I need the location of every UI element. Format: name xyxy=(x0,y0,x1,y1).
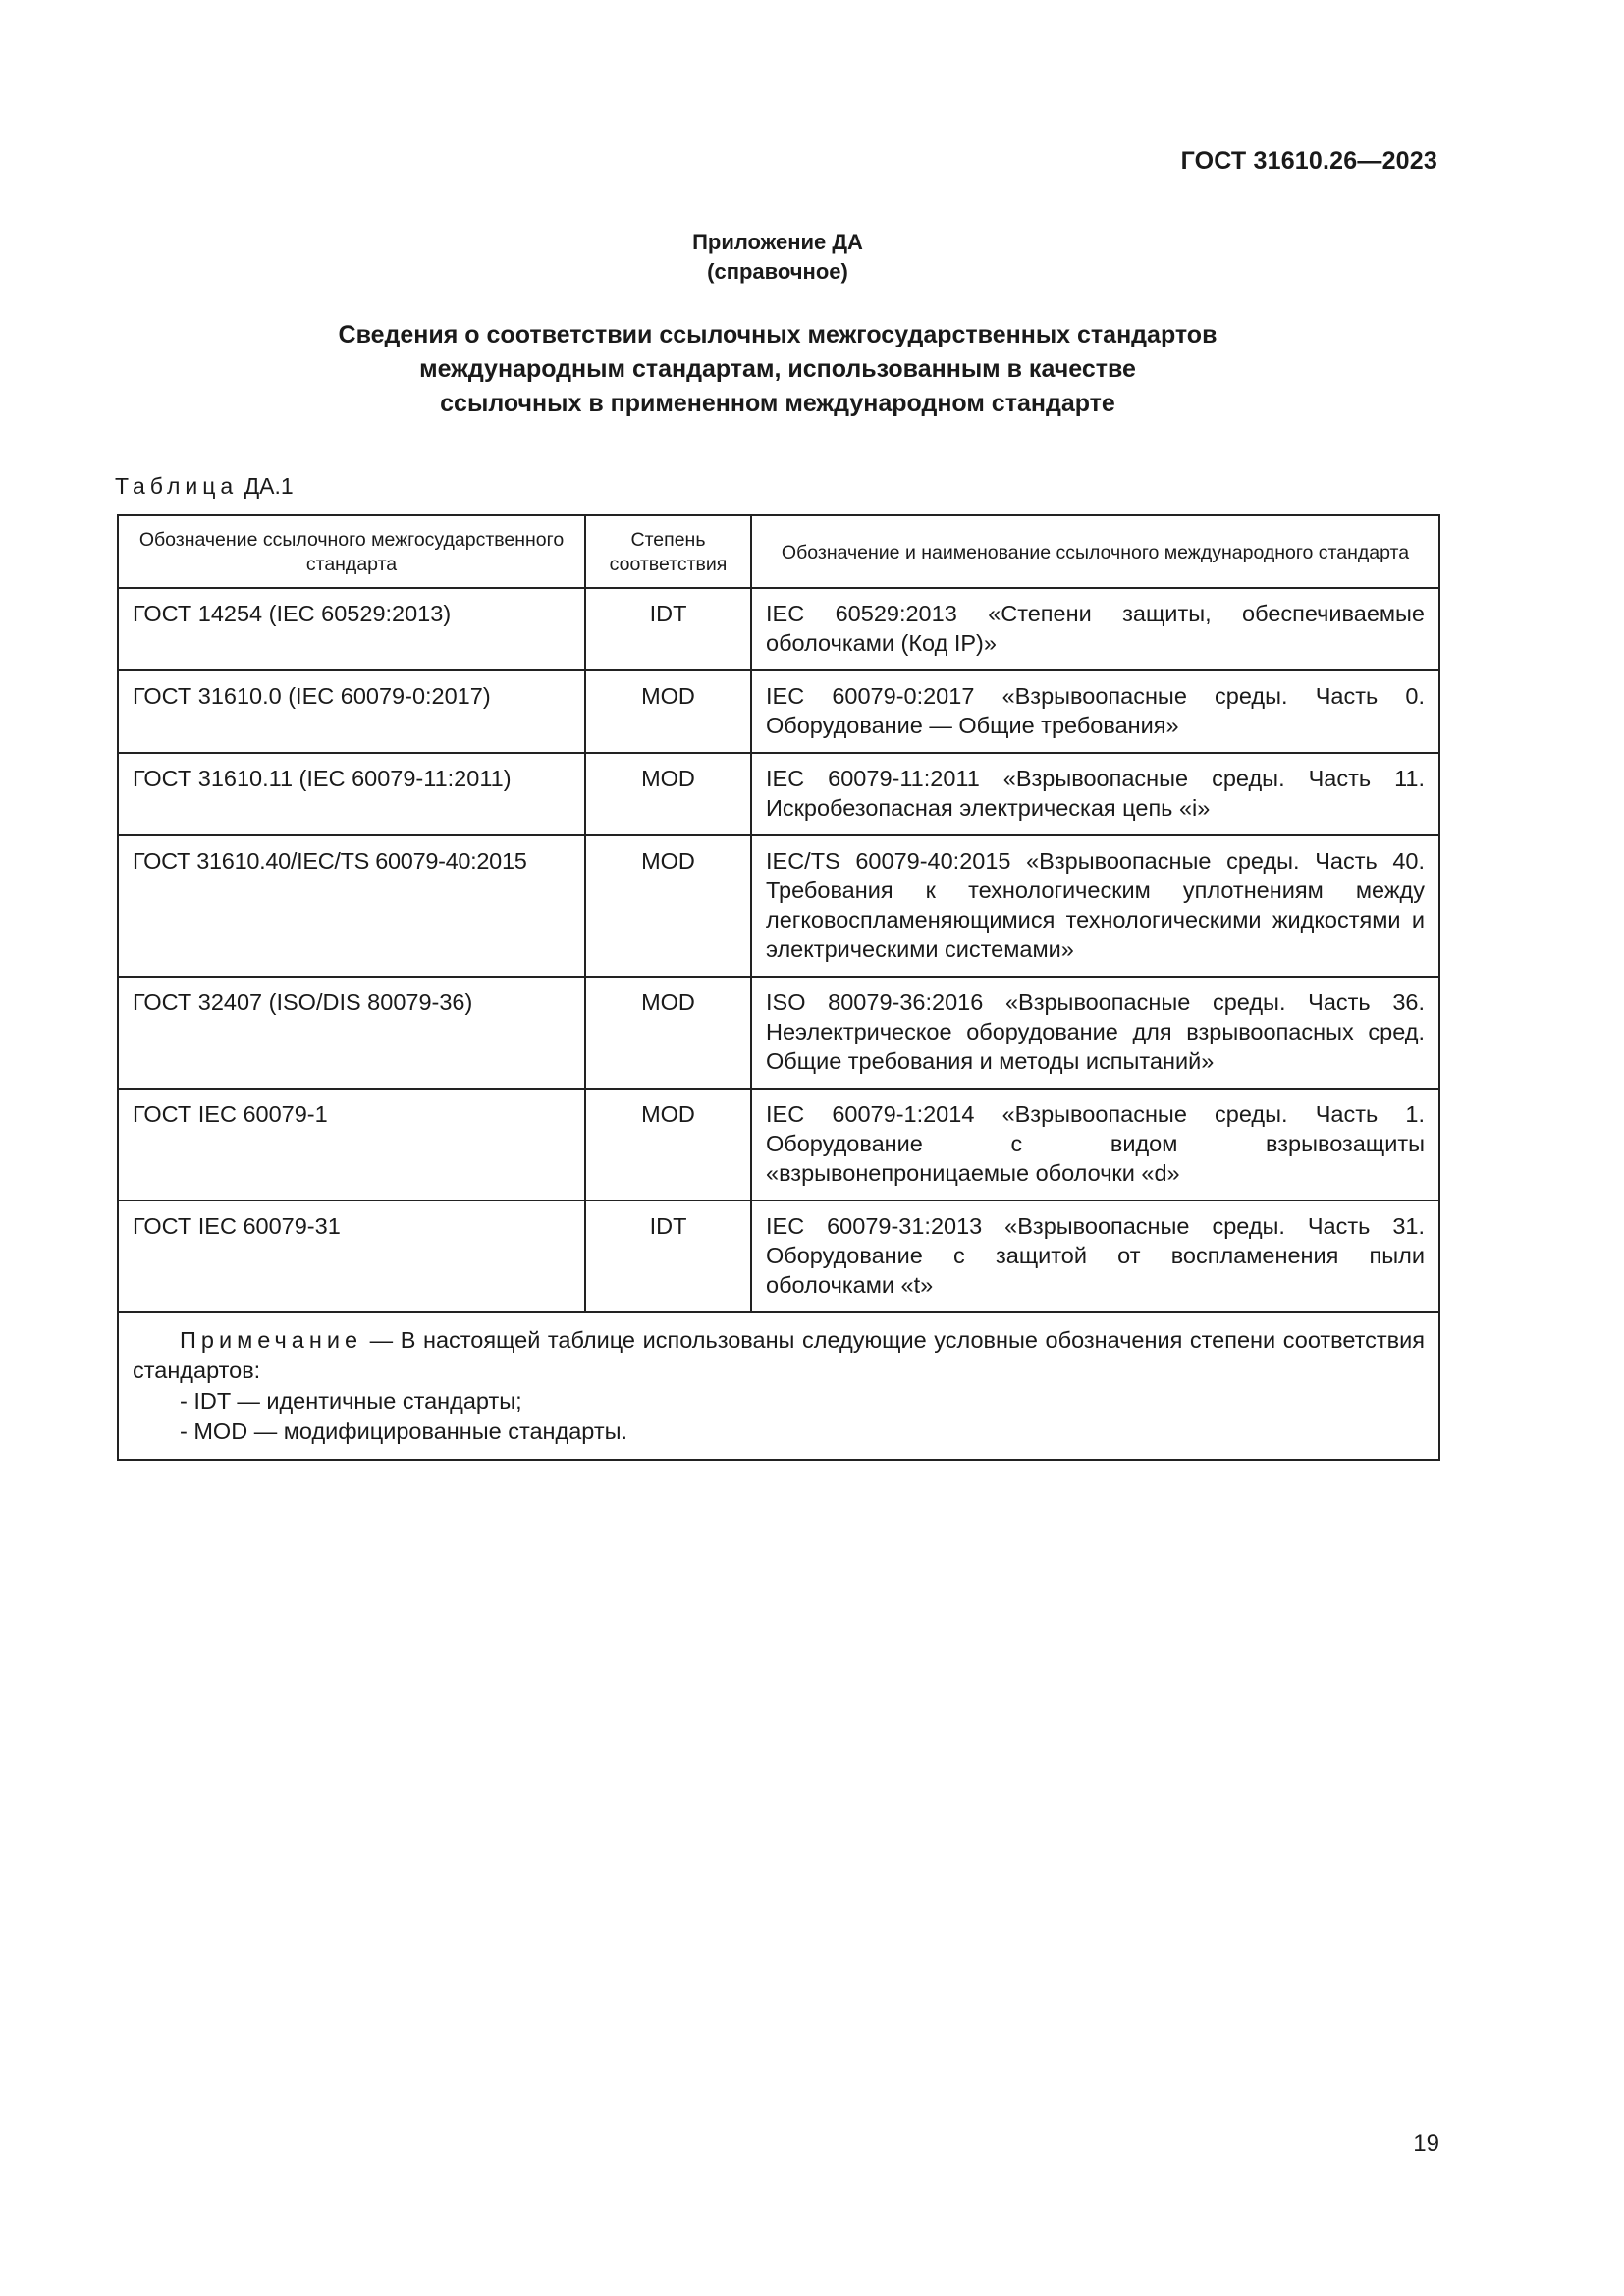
cell-degree: IDT xyxy=(585,1201,751,1312)
table-caption-word: Таблица xyxy=(115,473,239,499)
cell-intl: IEC 60079-31:2013 «Взрывоопасные среды. Часть 31. Оборудование с защитой от воспламенения пыли оболочками «t» xyxy=(751,1201,1439,1312)
table-note-row xyxy=(118,1312,1439,1460)
cell-degree: MOD xyxy=(585,835,751,977)
note-label: Примечание xyxy=(180,1327,363,1353)
appendix-title: Приложение ДА xyxy=(692,230,863,254)
cell-intl: ISO 80079-36:2016 «Взрывоопасные среды. Часть 36. Неэлектрическое оборудование для взрывоопасных сред. Общие требования и методы испытаний» xyxy=(751,977,1439,1089)
table-row xyxy=(118,670,1439,753)
note-item-mod: - MOD — модифицированные стандарты. xyxy=(180,1418,628,1444)
cell-intl: IEC 60079-11:2011 «Взрывоопасные среды. Часть 11. Искробезопасная электрическая цепь «i» xyxy=(751,753,1439,835)
table-row xyxy=(118,588,1439,670)
cell-gost: ГОСТ IEC 60079-1 xyxy=(118,1089,585,1201)
section-title xyxy=(0,318,1555,421)
cell-gost: ГОСТ 32407 (ISO/DIS 80079-36) xyxy=(118,977,585,1089)
cell-gost: ГОСТ IEC 60079-31 xyxy=(118,1201,585,1312)
section-title-line-3: ссылочных в примененном международном стандарте xyxy=(440,390,1115,417)
header-gost: Обозначение ссылочного межгосударственного стандарта xyxy=(118,515,585,588)
page-number: 19 xyxy=(1413,2130,1439,2157)
note-item-idt: - IDT — идентичные стандарты; xyxy=(180,1388,522,1414)
cell-intl: IEC 60529:2013 «Степени защиты, обеспечиваемые оболочками (Код IP)» xyxy=(751,588,1439,670)
cell-degree: MOD xyxy=(585,977,751,1089)
standards-table xyxy=(117,514,1440,1461)
cell-gost: ГОСТ 14254 (IEC 60529:2013) xyxy=(118,588,585,670)
table-note xyxy=(118,1312,1439,1460)
table-row xyxy=(118,753,1439,835)
cell-intl: IEC/TS 60079-40:2015 «Взрывоопасные среды. Часть 40. Требования к технологическим уплотнениям между легковоспламеняющимися технологическими жидкостями и электрическими системами» xyxy=(751,835,1439,977)
cell-degree: IDT xyxy=(585,588,751,670)
section-title-line-2: международным стандартам, использованным в качестве xyxy=(419,355,1136,383)
table-caption xyxy=(115,473,294,500)
cell-degree: MOD xyxy=(585,753,751,835)
table-row xyxy=(118,835,1439,977)
table-caption-number: ДА.1 xyxy=(244,473,294,499)
cell-degree: MOD xyxy=(585,670,751,753)
note-text: — В настоящей таблице использованы следующие условные обозначения степени соответствия стандартов: xyxy=(133,1327,1425,1383)
header-degree: Степень соответствия xyxy=(585,515,751,588)
table-row xyxy=(118,1201,1439,1312)
table-row xyxy=(118,977,1439,1089)
document-code: ГОСТ 31610.26—2023 xyxy=(1180,147,1437,175)
cell-intl: IEC 60079-0:2017 «Взрывоопасные среды. Часть 0. Оборудование — Общие требования» xyxy=(751,670,1439,753)
cell-intl: IEC 60079-1:2014 «Взрывоопасные среды. Часть 1. Оборудование с видом взрывозащиты «взрывонепроницаемые оболочки «d» xyxy=(751,1089,1439,1201)
cell-gost: ГОСТ 31610.0 (IEC 60079-0:2017) xyxy=(118,670,585,753)
section-title-line-1: Сведения о соответствии ссылочных межгосударственных стандартов xyxy=(338,321,1218,348)
appendix-heading xyxy=(0,228,1555,287)
appendix-subtitle: (справочное) xyxy=(707,259,848,284)
cell-gost: ГОСТ 31610.40/IEC/TS 60079-40:2015 xyxy=(118,835,585,977)
cell-degree: MOD xyxy=(585,1089,751,1201)
header-intl: Обозначение и наименование ссылочного международного стандарта xyxy=(751,515,1439,588)
table-row xyxy=(118,1089,1439,1201)
table-header-row xyxy=(118,515,1439,588)
note-intro xyxy=(133,1325,1425,1386)
cell-gost: ГОСТ 31610.11 (IEC 60079-11:2011) xyxy=(118,753,585,835)
